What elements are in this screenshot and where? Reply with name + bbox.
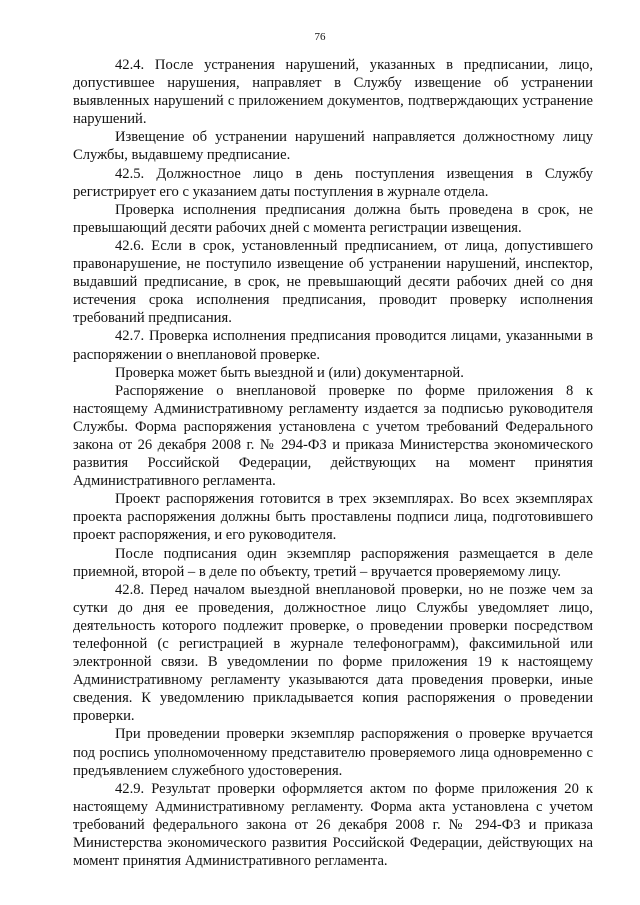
paragraph-order-copies: Проект распоряжения готовится в трех экземплярах. Во всех экземплярах проекта распоряжения должны быть проставлены подписи лица, подготовившего проект распоряжения, и его руководителя. bbox=[73, 491, 593, 544]
paragraph-42-6: 42.6. Если в срок, установленный предписанием, от лица, допустившего правонарушение, не поступило извещение об устранении нарушений, инспектор, выдавший предписание, в срок, не превышающий десяти рабочих дней со дня истечения срока исполнения предписания, проводит проверку исполнения требований предписания. bbox=[73, 237, 593, 327]
paragraph-42-4: 42.4. После устранения нарушений, указанных в предписании, лицо, допустившее нарушения, направляет в Службу извещение об устранении выявленных нарушений с приложением документов, подтверждающих устранение нарушений. bbox=[73, 57, 593, 128]
paragraph-check-deadline: Проверка исполнения предписания должна быть проведена в срок, не превышающий десяти рабочих дней с момента регистрации извещения. bbox=[73, 201, 593, 236]
paragraph-42-7: 42.7. Проверка исполнения предписания проводится лицами, указанными в распоряжении о внеплановой проверке. bbox=[73, 328, 593, 363]
paragraph-42-5: 42.5. Должностное лицо в день поступления извещения в Службу регистрирует его с указанием даты поступления в журнале отдела. bbox=[73, 165, 593, 200]
paragraph-order-distribution: После подписания один экземпляр распоряжения размещается в деле приемной, второй – в деле по объекту, третий – вручается проверяемому лицу. bbox=[73, 545, 593, 580]
paragraph-notice-recipient: Извещение об устранении нарушений направляется должностному лицу Службы, выдавшему предписание. bbox=[73, 129, 593, 164]
paragraph-check-type: Проверка может быть выездной и (или) документарной. bbox=[115, 364, 464, 381]
paragraph-42-9: 42.9. Результат проверки оформляется актом по форме приложения 20 к настоящему Административному регламенту. Форма акта установлена с учетом требований федерального закона от 26 декабря 2008 г. № 294-ФЗ и приказа Министерства экономического развития Российской Федерации, действующих на момент принятия Административного регламента. bbox=[73, 780, 593, 870]
document-body bbox=[73, 56, 593, 870]
paragraph-42-8: 42.8. Перед началом выездной внеплановой проверки, но не позже чем за сутки до дня ее проведения, должностное лицо Службы уведомляет лицо, деятельность которого подлежит проверке, о проведении проверки посредством телефонной (с регистрацией в журнале телефонограмм), факсимильной или электронной связи. В уведомлении по форме приложения 19 к настоящему Административному регламенту указываются дата проведения проверки, иные сведения. К уведомлению прикладывается копия распоряжения о проведении проверки. bbox=[73, 581, 593, 725]
paragraph-order-form: Распоряжение о внеплановой проверке по форме приложения 8 к настоящему Административному регламенту издается за подписью руководителя Службы. Форма распоряжения установлена с учетом требований Федерального закона от 26 декабря 2008 г. № 294-ФЗ и приказа Министерства экономического развития Российской Федерации, действующих на момент принятия Административного регламента. bbox=[73, 382, 593, 490]
paragraph-order-handover: При проведении проверки экземпляр распоряжения о проверке вручается под роспись уполномоченному представителю проверяемого лица одновременно с предъявлением служебного удостоверения. bbox=[73, 726, 593, 779]
page-number: 76 bbox=[314, 31, 326, 43]
